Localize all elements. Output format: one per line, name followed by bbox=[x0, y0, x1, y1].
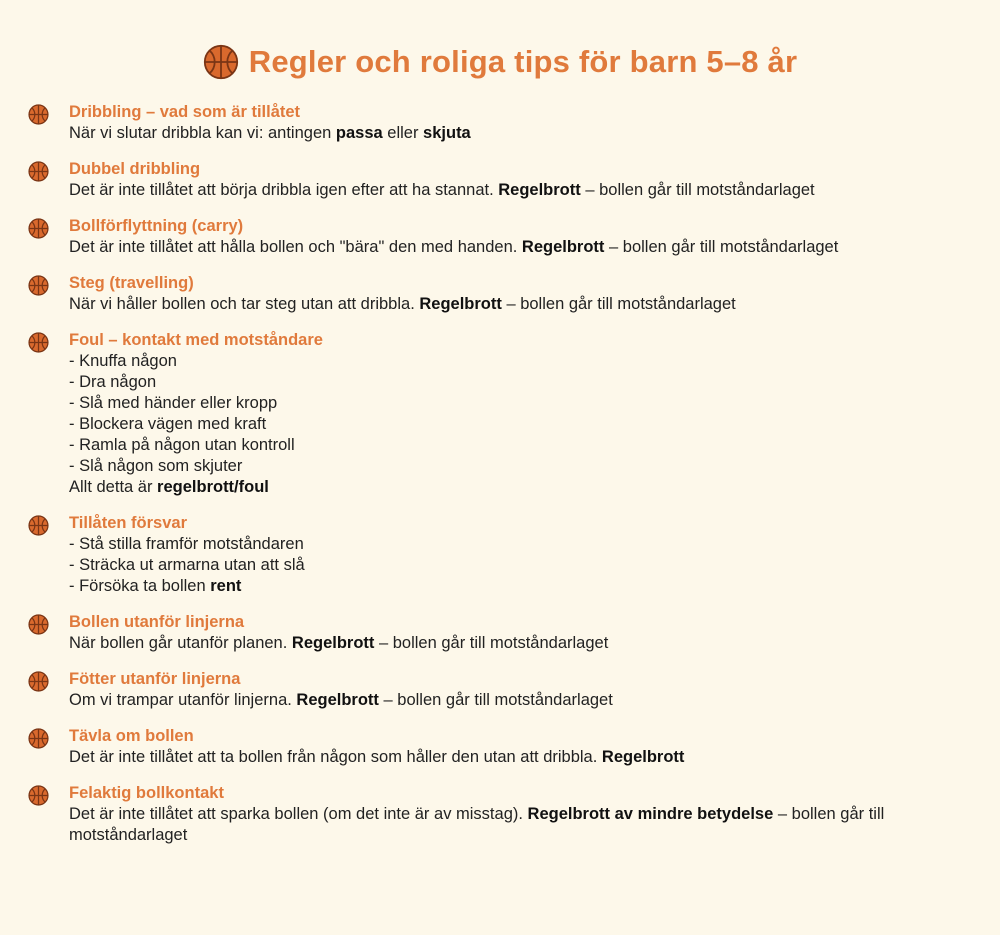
rule-text bbox=[69, 351, 980, 372]
bold-text: passa bbox=[335, 124, 383, 142]
rule-title: Felaktig bollkontakt bbox=[69, 784, 224, 802]
rule-text bbox=[69, 414, 980, 435]
rule-text bbox=[69, 555, 980, 576]
rule-title: Bollen utanför linjerna bbox=[69, 613, 245, 631]
rule-text bbox=[69, 180, 980, 201]
text: eller bbox=[382, 124, 424, 142]
text: Allt detta är bbox=[69, 478, 158, 496]
bold-text: Regelbrott bbox=[291, 634, 375, 652]
rule-title: Steg (travelling) bbox=[69, 274, 194, 292]
rule-text bbox=[69, 690, 980, 711]
text: När vi slutar dribbla kan vi: antingen bbox=[69, 124, 336, 142]
rule-text bbox=[69, 237, 980, 258]
rule-item bbox=[28, 216, 980, 258]
text: - Blockera vägen med kraft bbox=[69, 415, 267, 433]
bold-text: skjuta bbox=[423, 124, 471, 142]
basketball-icon bbox=[28, 218, 49, 239]
text: – bollen går till motståndarlaget bbox=[378, 691, 613, 709]
bold-text: Regelbrott bbox=[296, 691, 379, 709]
rule-title: Bollförflyttning (carry) bbox=[69, 217, 244, 235]
rule-text bbox=[69, 123, 980, 144]
text: Det är inte tillåtet att börja dribbla igen efter att ha stannat. bbox=[69, 181, 499, 199]
rule-item bbox=[28, 726, 980, 768]
text: – bollen går till motståndarlaget bbox=[580, 181, 815, 199]
rule-text bbox=[69, 747, 980, 768]
rule-text bbox=[69, 804, 980, 825]
rule-text bbox=[69, 294, 980, 315]
bold-text: Regelbrott bbox=[601, 748, 685, 766]
rule-item bbox=[28, 273, 980, 315]
rule-item bbox=[28, 330, 980, 498]
rule-item bbox=[28, 102, 980, 144]
basketball-icon bbox=[28, 728, 49, 749]
basketball-icon bbox=[28, 275, 49, 296]
text: – bollen går till motståndarlaget bbox=[501, 295, 736, 313]
rule-title: Dribbling – vad som är tillåtet bbox=[69, 103, 301, 121]
rule-title: Fötter utanför linjerna bbox=[69, 670, 241, 688]
rule-item bbox=[28, 159, 980, 201]
rules-list bbox=[28, 102, 980, 861]
rule-item bbox=[28, 783, 980, 846]
rule-text bbox=[69, 393, 980, 414]
bold-text: rent bbox=[210, 577, 242, 595]
page-title: Regler och roliga tips för barn 5–8 år bbox=[248, 44, 798, 79]
text: Det är inte tillåtet att ta bollen från någon som håller den utan att dribbla. bbox=[69, 748, 602, 766]
text: - Knuffa någon bbox=[69, 352, 177, 370]
header bbox=[0, 40, 1000, 84]
text: - Dra någon bbox=[69, 373, 157, 391]
rule-item bbox=[28, 513, 980, 597]
rule-text bbox=[69, 534, 980, 555]
rule-text bbox=[69, 435, 980, 456]
text: - Sträcka ut armarna utan att slå bbox=[69, 556, 305, 574]
rule-text bbox=[69, 456, 980, 477]
rule-title: Foul – kontakt med motståndare bbox=[69, 331, 323, 349]
text: Om vi trampar utanför linjerna. bbox=[69, 691, 297, 709]
text: - Ramla på någon utan kontroll bbox=[69, 436, 295, 454]
text: motståndarlaget bbox=[69, 826, 188, 844]
rule-text bbox=[69, 825, 980, 846]
text: – bollen går till bbox=[773, 805, 885, 823]
text: - Stå stilla framför motståndaren bbox=[69, 535, 304, 553]
bold-text: Regelbrott bbox=[419, 295, 502, 313]
text: Det är inte tillåtet att sparka bollen (om det inte är av misstag). bbox=[69, 805, 528, 823]
bold-text: regelbrott/foul bbox=[157, 478, 269, 496]
text: - Försöka ta bollen bbox=[69, 577, 211, 595]
basketball-icon bbox=[28, 332, 49, 353]
text: - Slå med händer eller kropp bbox=[69, 394, 278, 412]
basketball-icon bbox=[28, 671, 49, 692]
text: När bollen går utanför planen. bbox=[69, 634, 292, 652]
text: – bollen går till motståndarlaget bbox=[604, 238, 839, 256]
basketball-icon bbox=[203, 44, 239, 80]
text: När vi håller bollen och tar steg utan att dribbla. bbox=[69, 295, 420, 313]
rule-title: Tävla om bollen bbox=[69, 727, 194, 745]
rule-text bbox=[69, 477, 980, 498]
basketball-icon bbox=[28, 515, 49, 536]
text: - Slå någon som skjuter bbox=[69, 457, 243, 475]
basketball-icon bbox=[28, 104, 49, 125]
rule-title: Dubbel dribbling bbox=[69, 160, 201, 178]
bold-text: Regelbrott av mindre betydelse bbox=[527, 805, 774, 823]
rule-title: Tillåten försvar bbox=[69, 514, 187, 532]
rule-text bbox=[69, 372, 980, 393]
text: Det är inte tillåtet att hålla bollen och "bära" den med handen. bbox=[69, 238, 522, 256]
bold-text: Regelbrott bbox=[498, 181, 581, 199]
basketball-icon bbox=[28, 785, 49, 806]
basketball-icon bbox=[28, 614, 49, 635]
rule-text bbox=[69, 633, 980, 654]
text: – bollen går till motståndarlaget bbox=[374, 634, 609, 652]
rule-item bbox=[28, 669, 980, 711]
rule-item bbox=[28, 612, 980, 654]
rule-text bbox=[69, 576, 980, 597]
bold-text: Regelbrott bbox=[521, 238, 605, 256]
basketball-icon bbox=[28, 161, 49, 182]
